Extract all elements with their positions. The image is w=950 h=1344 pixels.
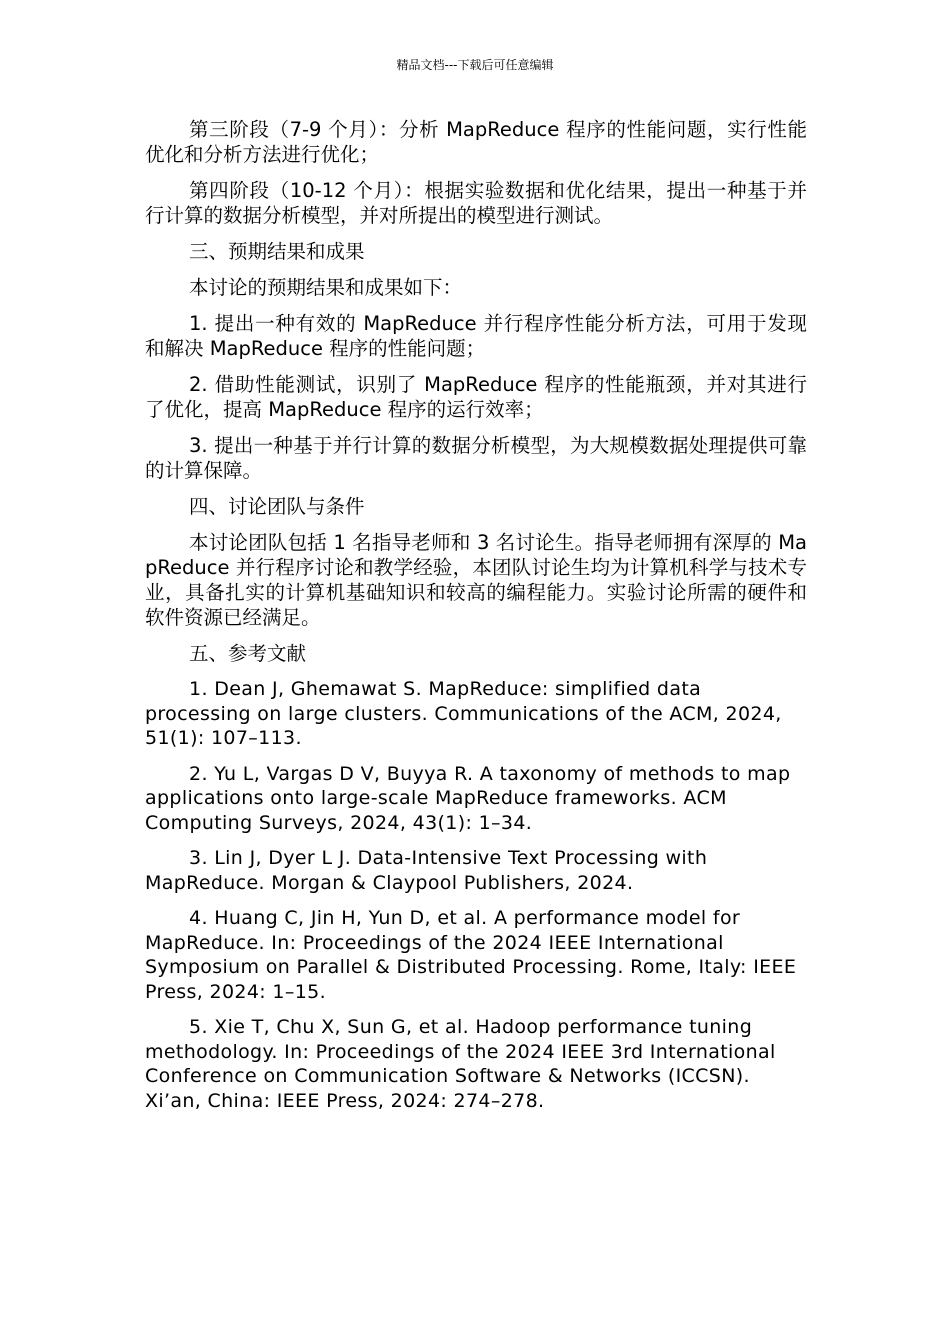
- reference-item-5: 5. Xie T, Chu X, Sun G, et al. Hadoop performance tuning methodology. In: Proceedings of the 2024 IEEE 3rd International Conference on Communication Software & Networks (ICCSN). Xi’an, China: IEEE Press, 2024: 274–278.: [145, 1016, 776, 1112]
- reference-item-1: 1. Dean J, Ghemawat S. MapReduce: simplified data processing on large clusters. Communications of the ACM, 2024, 51(1): 107–113.: [145, 678, 782, 749]
- section-heading-team: 四、讨论团队与条件: [189, 495, 365, 518]
- reference-item-2: 2. Yu L, Vargas D V, Buyya R. A taxonomy of methods to map applications onto large-scale MapReduce frameworks. ACM Computing Surveys, 2024, 43(1): 1–34.: [145, 762, 791, 834]
- paragraph-results-intro: 本讨论的预期结果和成果如下：: [189, 276, 463, 299]
- result-item-1: 1. 提出一种有效的 MapReduce 并行程序性能分析方法，可用于发现和解决 MapReduce 程序的性能问题；: [145, 312, 807, 360]
- section-heading-references: 五、参考文献: [189, 642, 307, 665]
- result-item-2: 2. 借助性能测试，识别了 MapReduce 程序的性能瓶颈，并对其进行了优化，提高 MapReduce 程序的运行效率；: [145, 373, 807, 421]
- section-heading-expected-results: 三、预期结果和成果: [189, 240, 365, 263]
- paragraph-phase-three: 第三阶段（7-9 个月）：分析 MapReduce 程序的性能问题，实行性能优化和分析方法进行优化；: [145, 118, 807, 166]
- paragraph-team: 本讨论团队包括 1 名指导老师和 3 名讨论生。指导老师拥有深厚的 MapReduce 并行程序讨论和教学经验，本团队讨论生均为计算机科学与技术专业，具备扎实的计算机基础知识和较高的编程能力。实验讨论所需的硬件和软件资源已经满足。: [145, 531, 807, 629]
- page-header: 精品文档---下载后可任意编辑: [396, 58, 554, 72]
- paragraph-phase-four: 第四阶段（10-12 个月）：根据实验数据和优化结果，提出一种基于并行计算的数据分析模型，并对所提出的模型进行测试。: [145, 179, 807, 227]
- reference-item-4: 4. Huang C, Jin H, Yun D, et al. A performance model for MapReduce. In: Proceedings of the 2024 IEEE International Symposium on Parallel & Distributed Processing. Rome, Italy: IEEE Press, 2024: 1–15.: [145, 907, 797, 1003]
- result-item-3: 3. 提出一种基于并行计算的数据分析模型，为大规模数据处理提供可靠的计算保障。: [145, 434, 807, 482]
- document-body: [145, 117, 807, 1124]
- reference-item-3: 3. Lin J, Dyer L J. Data-Intensive Text Processing with MapReduce. Morgan & Claypool Publishers, 2024.: [145, 847, 708, 894]
